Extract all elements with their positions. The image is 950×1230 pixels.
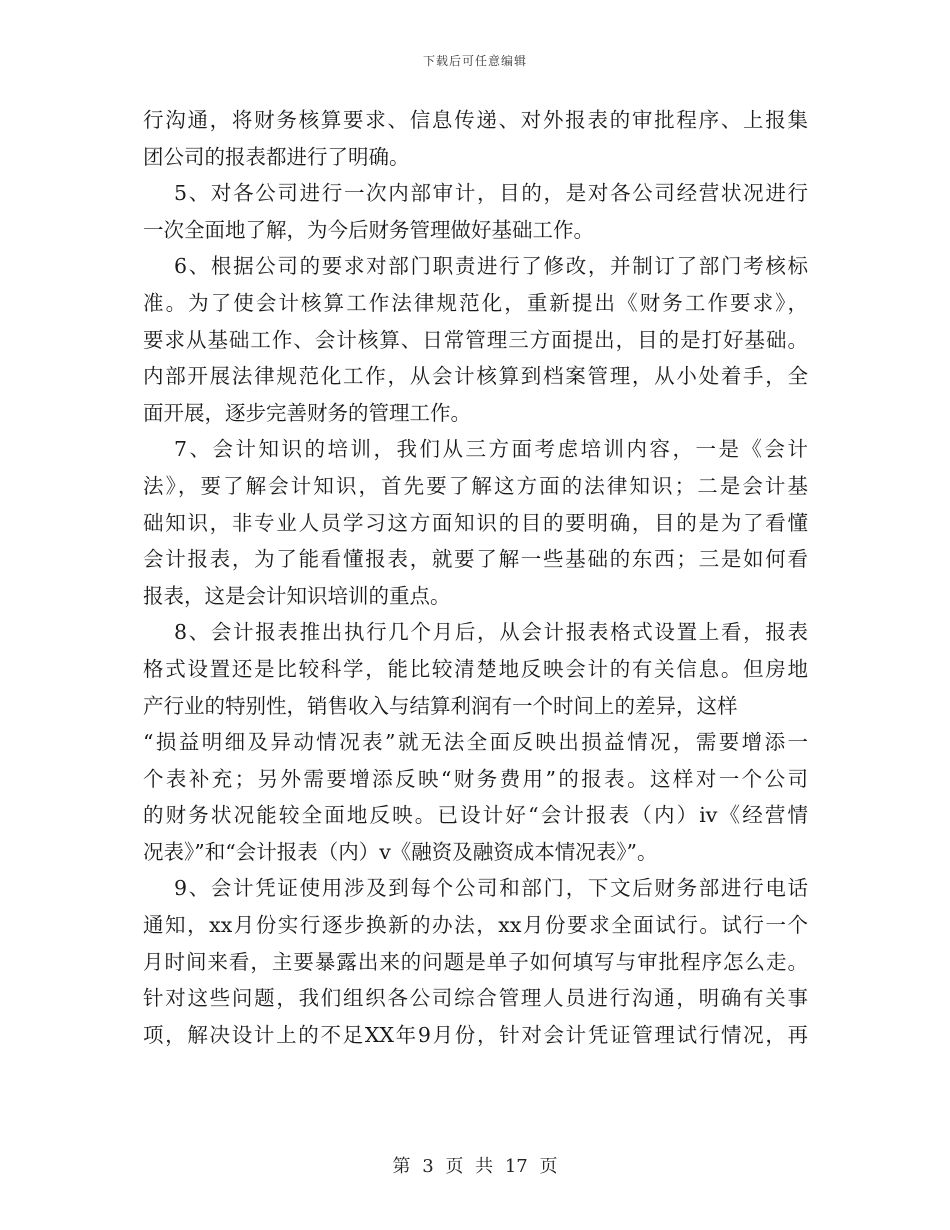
page-header: 下载后可任意编辑 xyxy=(422,54,527,68)
text-line: 格式设置还是比较科学，能比较清楚地反映会计的有关信息。但房地 xyxy=(143,656,808,681)
text-line: 础知识，非专业人员学习这方面知识的目的要明确，目的是为了看懂 xyxy=(143,510,808,535)
text-line: 行沟通，将财务核算要求、信息传递、对外报表的审批程序、上报集 xyxy=(143,108,808,132)
text-line: 会计报表，为了能看懂报表，就要了解一些基础的东西；三是如何看 xyxy=(143,547,808,572)
text-line: 项，解决设计上的不足XX年9月份，针对会计凭证管理试行情况，再 xyxy=(143,1022,808,1047)
text-line: 个表补充；另外需要增添反映“财务费用”的报表。这样对一个公司 xyxy=(143,766,808,791)
paragraph-9-start: 9、会计凭证使用涉及到每个公司和部门，下文后财务部进行电话 xyxy=(174,876,808,901)
text-line: 的财务状况能较全面地反映。已设计好“会计报表（内）iv《经营情 xyxy=(143,803,808,828)
text-line: 内部开展法律规范化工作，从会计核算到档案管理，从小处着手，全 xyxy=(143,364,808,389)
paragraph-6-start: 6、根据公司的要求对部门职责进行了修改，并制订了部门考核标 xyxy=(174,254,808,279)
text-line: 一次全面地了解，为今后财务管理做好基础工作。 xyxy=(143,217,594,242)
text-line: 通知，xx月份实行逐步换新的办法，xx月份要求全面试行。试行一个 xyxy=(143,913,808,938)
paragraph-7-start: 7、会计知识的培训，我们从三方面考虑培训内容，一是《会计 xyxy=(174,437,808,462)
text-line: 要求从基础工作、会计核算、日常管理三方面提出，目的是打好基础。 xyxy=(143,327,808,352)
text-line: 月时间来看，主要暴露出来的问题是单子如何填写与审批程序怎么走。 xyxy=(143,949,808,974)
document-body xyxy=(143,102,808,1053)
text-line: 团公司的报表都进行了明确。 xyxy=(143,144,410,169)
paragraph-8-start: 8、会计报表推出执行几个月后，从会计报表格式设置上看，报表 xyxy=(174,620,808,645)
text-line: 产行业的特别性，销售收入与结算利润有一个时间上的差异，这样 xyxy=(143,693,738,718)
text-line: 法》，要了解会计知识，首先要了解这方面的法律知识；二是会计基 xyxy=(143,473,808,498)
page-number-footer: 第 3 页 共 17 页 xyxy=(392,1156,558,1177)
text-line: 面开展，逐步完善财务的管理工作。 xyxy=(143,400,471,425)
text-line: 针对这些问题，我们组织各公司综合管理人员进行沟通，明确有关事 xyxy=(143,986,808,1011)
text-line: 况表》”和“会计报表（内）v《融资及融资成本情况表》”。 xyxy=(143,839,658,864)
paragraph-5-start: 5、对各公司进行一次内部审计，目的，是对各公司经营状况进行 xyxy=(174,181,808,206)
text-line: 报表，这是会计知识培训的重点。 xyxy=(143,583,451,608)
text-line: 准。为了使会计核算工作法律规范化，重新提出《财务工作要求》， xyxy=(143,290,808,315)
text-line: “损益明细及异动情况表”就无法全面反映出损益情况，需要增添一 xyxy=(143,730,808,755)
